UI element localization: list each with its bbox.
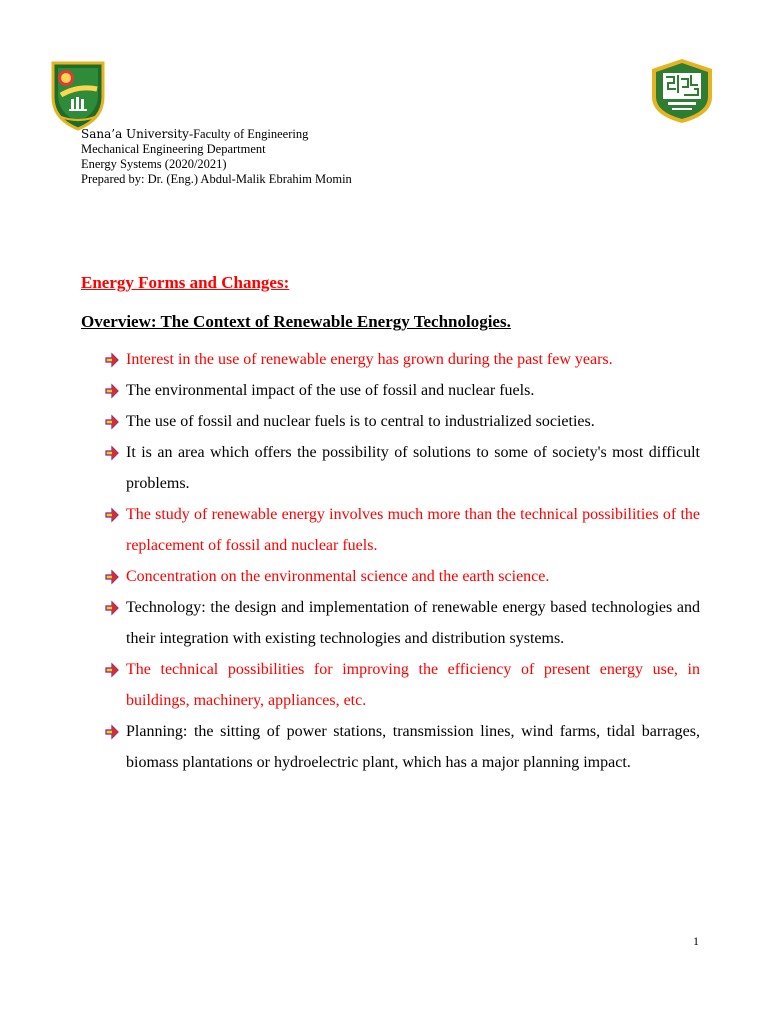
bullet-text: Concentration on the environmental science and the earth science.: [126, 568, 550, 585]
header-line-1: [81, 127, 352, 142]
arrow-bullet-icon: [104, 561, 126, 592]
bullet-text: Planning: the sitting of power stations, transmission lines, wind farms, tidal barrages, biomass plantations or hydroelectric plant, which has a major planning impact.: [126, 723, 700, 771]
arrow-bullet-icon: [104, 499, 126, 530]
university-logo: [49, 59, 107, 131]
list-item: [104, 406, 700, 437]
header-line-3: Energy Systems (2020/2021): [81, 157, 227, 171]
faculty-logo: [648, 57, 716, 125]
header-line-4: Prepared by: Dr. (Eng.) Abdul-Malik Ebrahim Momin: [81, 172, 352, 186]
page-number: 1: [693, 934, 699, 948]
bullet-text: Technology: the design and implementation of renewable energy based technologies and their integration with existing technologies and distribution systems.: [126, 599, 700, 647]
arrow-bullet-icon: [104, 654, 126, 685]
bullet-text: The environmental impact of the use of fossil and nuclear fuels.: [126, 382, 535, 399]
arrow-bullet-icon: [104, 344, 126, 375]
list-item: [104, 716, 700, 778]
university-name: Sana’a University: [81, 127, 189, 141]
bullet-text: It is an area which offers the possibility of solutions to some of society's most difficult problems.: [126, 444, 700, 492]
arrow-bullet-icon: [104, 716, 126, 747]
list-item: [104, 375, 700, 406]
section-title: Energy Forms and Changes:: [81, 273, 290, 292]
list-item: [104, 592, 700, 654]
header-line-2: Mechanical Engineering Department: [81, 142, 266, 156]
bullet-text: The study of renewable energy involves much more than the technical possibilities of the replacement of fossil and nuclear fuels.: [126, 506, 700, 554]
list-item: [104, 344, 700, 375]
bullet-text: Interest in the use of renewable energy has grown during the past few years.: [126, 351, 613, 368]
list-item: [104, 499, 700, 561]
overview-title: Overview: The Context of Renewable Energy Technologies.: [81, 312, 511, 331]
arrow-bullet-icon: [104, 406, 126, 437]
faculty-name: -Faculty of Engineering: [188, 127, 309, 141]
document-header: [81, 127, 352, 187]
bullet-text: The use of fossil and nuclear fuels is to central to industrialized societies.: [126, 413, 595, 430]
list-item: [104, 654, 700, 716]
arrow-bullet-icon: [104, 592, 126, 623]
list-item: [104, 437, 700, 499]
bullet-text: The technical possibilities for improving the efficiency of present energy use, in buildings, machinery, appliances, etc.: [126, 661, 700, 709]
arrow-bullet-icon: [104, 437, 126, 468]
bullet-list: [104, 344, 700, 778]
arrow-bullet-icon: [104, 375, 126, 406]
list-item: [104, 561, 700, 592]
